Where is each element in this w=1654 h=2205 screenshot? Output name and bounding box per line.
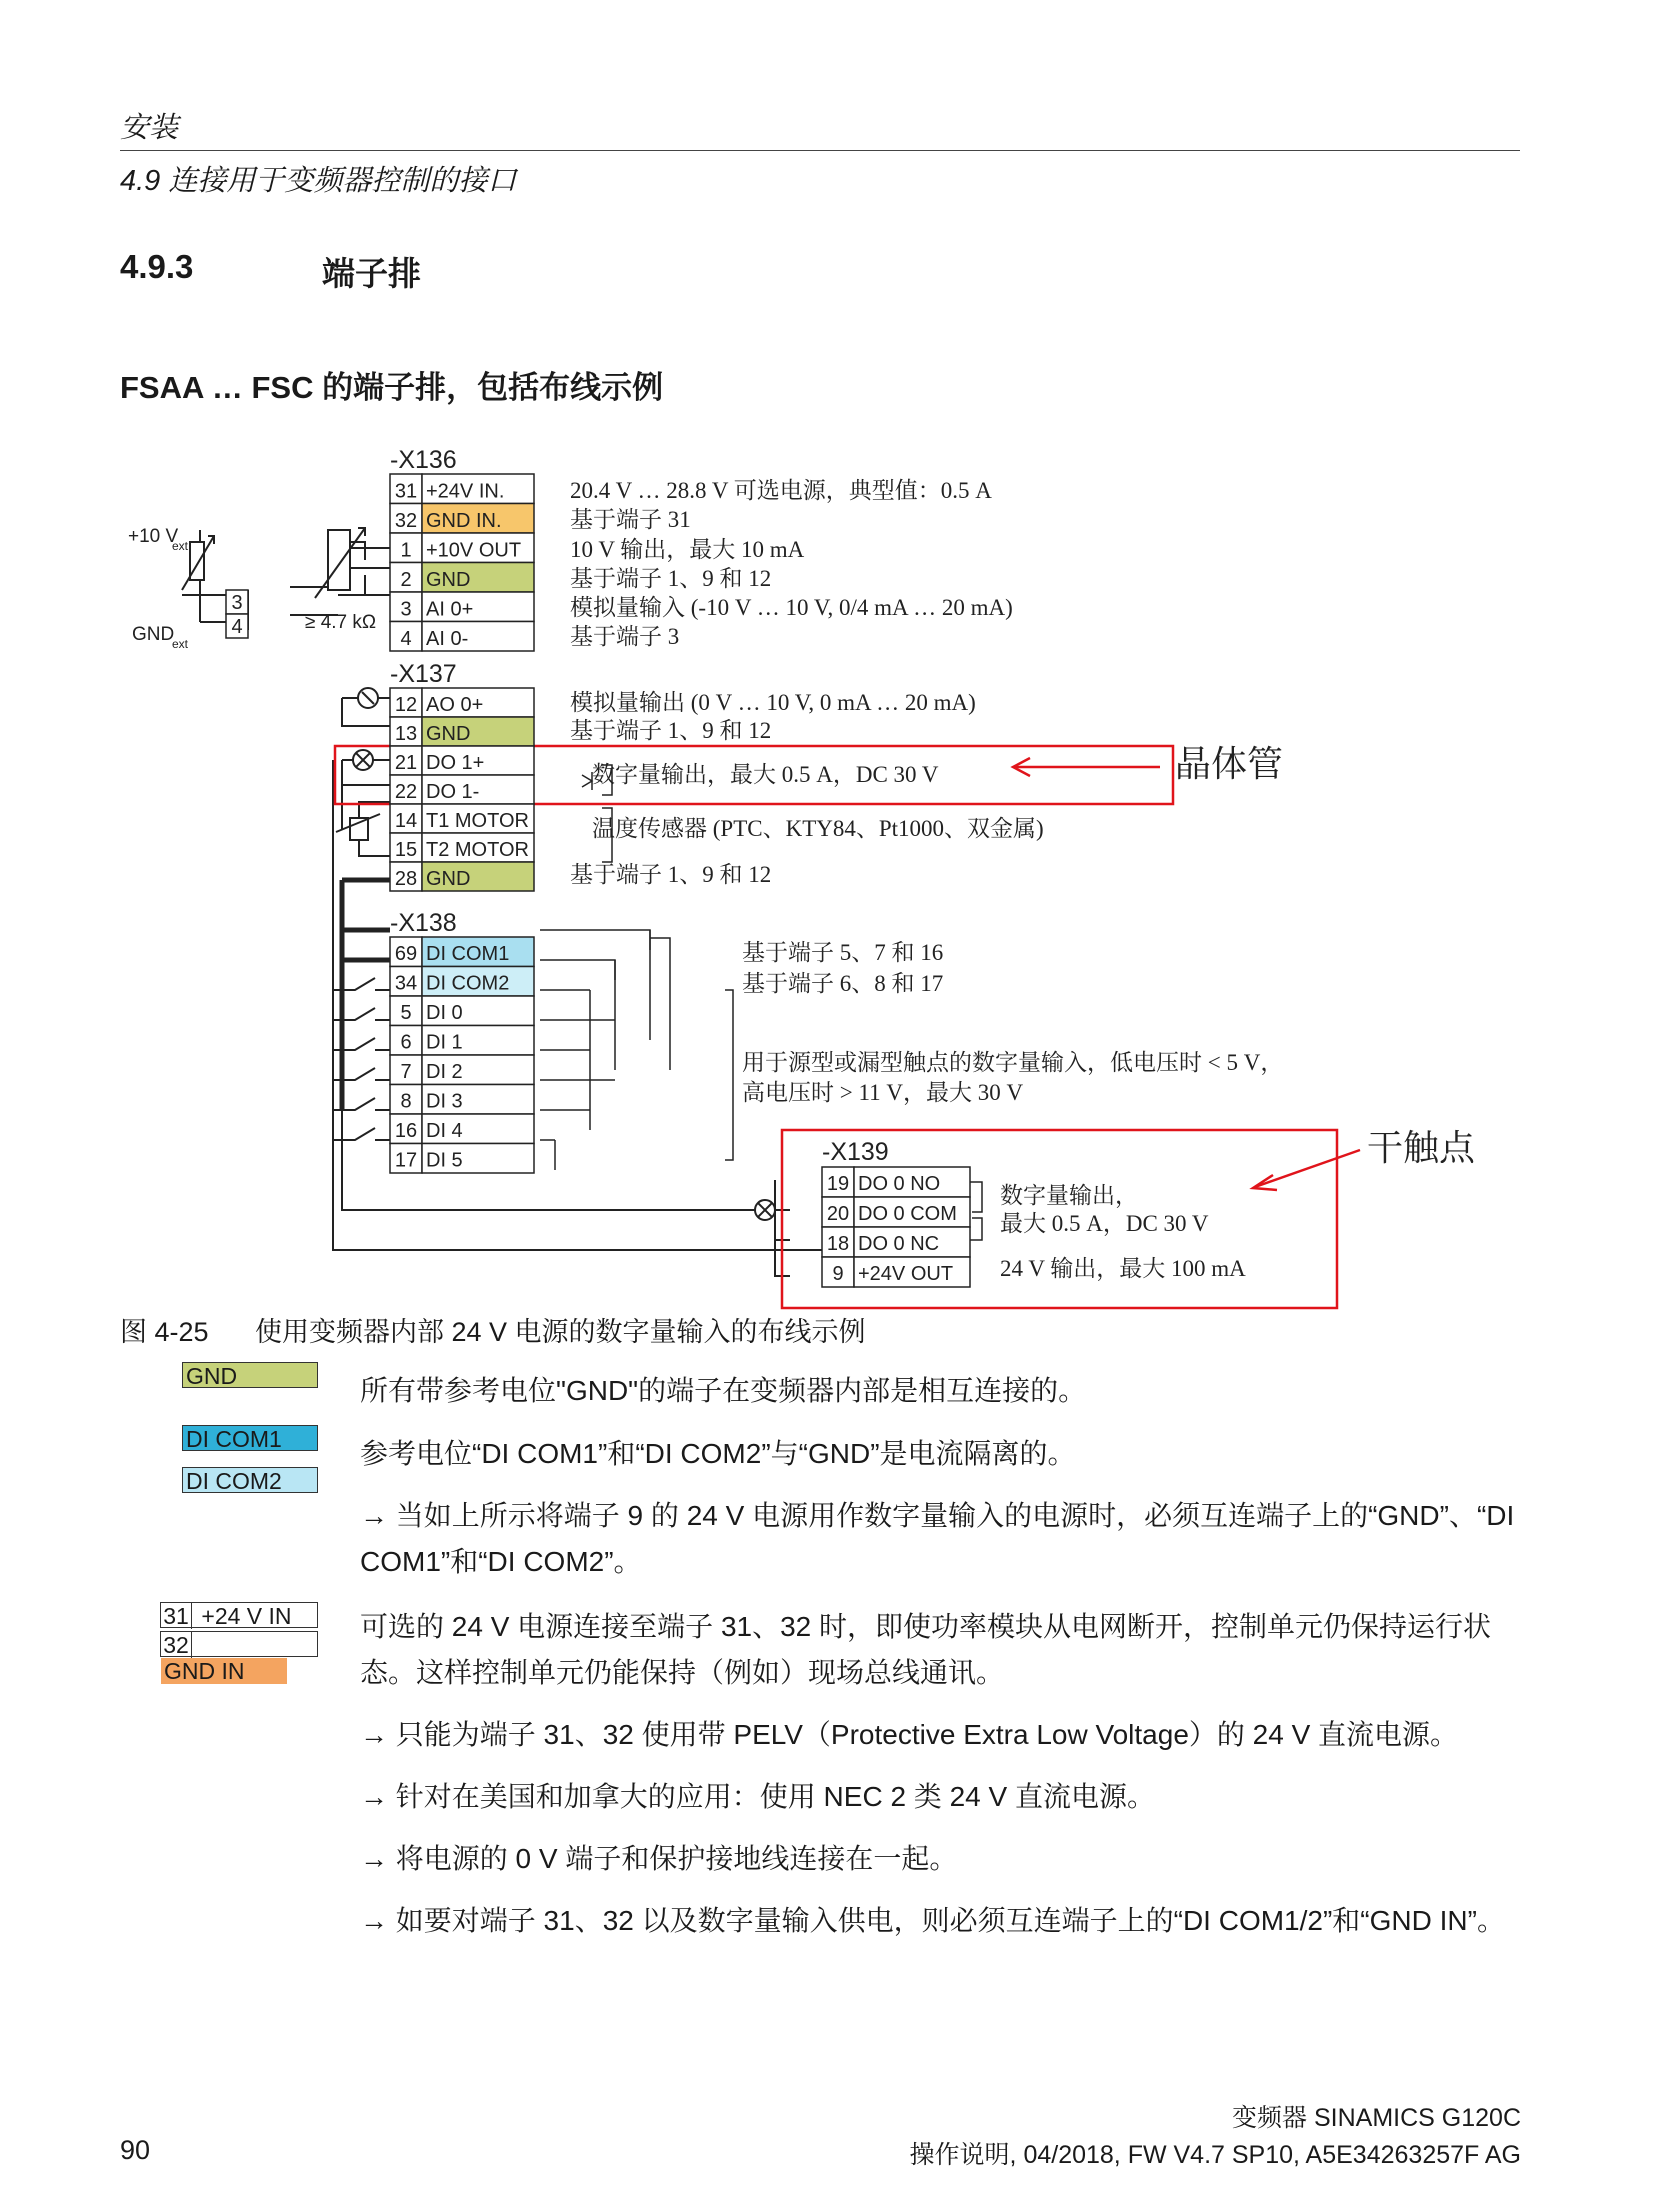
x136-terminal-num: 2 [400,569,412,591]
para-nec: → 针对在美国和加拿大的应用：使用 NEC 2 类 24 V 直流电源。 [360,1781,1155,1812]
x138-desc-com2: 基于端子 6、8 和 17 [742,971,944,996]
int-pot-body [328,530,350,590]
annotation-dry-contact: 干触点 [1367,1128,1476,1168]
x136-terminal-label: +24V IN. [426,480,505,503]
x137-terminal-num: 28 [394,868,418,890]
para-pelv: → 只能为端子 31、32 使用带 PELV（Protective Extra Low Voltage）的 24 V 直流电源。 [360,1719,1459,1750]
optocouplers [540,930,670,1170]
x139-terminal-num: 18 [826,1233,850,1255]
legend-t32-num: 32 [161,1632,192,1658]
x136-terminal-num: 3 [400,598,412,621]
footer-product: 变频器 SINAMICS G120C [1232,2104,1521,2132]
x139-terminal-num: 20 [826,1203,850,1225]
int-pot-taps [350,548,390,568]
di-bracket [725,990,733,1160]
chapter-header: 安装 [120,112,179,144]
ext-pot-gnd-label: GND [132,624,175,645]
figure-caption: 使用变频器内部 24 V 电源的数字量输入的布线示例 [255,1317,866,1347]
int-pot-label: ≥ 4.7 kΩ [305,612,377,633]
ext-pot-t3: 3 [231,592,243,614]
para-dicom: 参考电位“DI COM1”和“DI COM2”与“GND”是电流隔离的。 [360,1438,1076,1469]
subheading: FSAA … FSC 的端子排，包括布线示例 [120,370,664,405]
x136-desc: 基于端子 3 [570,624,680,649]
ext-pot-terminals [290,587,338,615]
x136-terminal-label: AI 0+ [426,598,474,621]
annotation-transistor: 晶体管 [1175,744,1284,784]
x137-terminal-num: 15 [394,839,418,861]
x137-terminal-label: DO 1+ [426,752,485,774]
x138-terminal-label: DI 0 [426,1002,463,1024]
legend-dicom2-chip [182,1467,318,1493]
x139-link [770,1180,790,1276]
legend-dicom1-label: DI COM1 [186,1426,282,1452]
legend-t32-chip [160,1631,318,1684]
x138-terminal-label: DI COM2 [426,972,510,995]
page-number: 90 [120,2135,151,2165]
legend-gnd-chip [182,1362,318,1388]
x139-terminal-label: DO 0 NC [858,1233,940,1255]
x138-terminal-num: 7 [400,1061,412,1083]
x136-desc: 基于端子 31 [570,507,691,532]
legend-gnd-label: GND [186,1363,238,1389]
x137-terminal-num: 21 [394,752,418,774]
x137-title: -X137 [390,660,457,688]
x137-terminal-label: GND [426,868,471,890]
para-supply: 可选的 24 V 电源连接至端子 31、32 时，即使功率模块从电网断开，控制单元仍保持运行状态。这样控制单元仍能保持（例如）现场总线通讯。 [360,1611,1492,1688]
x138-terminal-num: 5 [400,1002,412,1024]
ext-pot-v10-label: +10 V [128,526,179,547]
x137-terminal-label: AO 0+ [426,694,484,716]
x138-terminal-num: 8 [400,1090,412,1113]
wiring-diagram [110,430,1476,1310]
x138-desc-com1: 基于端子 5、7 和 16 [742,940,944,965]
x138-terminal-label: DI 3 [426,1090,463,1113]
x138-title: -X138 [390,909,457,937]
x138-terminal-label: DI COM1 [426,943,510,965]
x139-terminal-label: +24V OUT [858,1263,954,1285]
ext-pot-v10-sub: ext [172,539,189,553]
x139-title: -X139 [822,1138,889,1166]
x136-terminal-num: 32 [394,510,418,532]
x137-desc-temp: 温度传感器 (PTC、KTY84、Pt1000、双金属) [592,816,1044,841]
x139-terminal-num: 9 [832,1263,844,1285]
x137-terminal-num: 14 [394,810,418,832]
do1-transistor [582,772,592,790]
x138-desc-di-1: 用于源型或漏型触点的数字量输入，低电压时 < 5 V， [742,1050,1284,1075]
x136-terminal-num: 4 [400,628,412,650]
ext-pot-t4: 4 [231,616,243,638]
x137-terminal-label: DO 1- [426,781,480,803]
x136-terminal-label: AI 0- [426,628,469,650]
x137-terminal-label: T2 MOTOR [426,839,529,861]
x137-desc-gnd: 基于端子 1、9 和 12 [570,718,772,743]
legend-dicom1-chip [182,1425,318,1451]
x136-title: -X136 [390,446,457,474]
x138-terminal-label: DI 1 [426,1031,463,1054]
legend-t32-label: GND IN [161,1658,287,1684]
x137-terminal-label: T1 MOTOR [426,810,529,832]
x138-terminal-label: DI 2 [426,1061,463,1083]
x136-terminal-label: GND IN. [426,510,502,532]
x138-terminal-num: 16 [394,1120,418,1142]
legend-t31-num: 31 [161,1603,192,1629]
x136-terminal-num: 1 [400,539,412,562]
x136-desc: 20.4 V … 28.8 V 可选电源，典型值：0.5 A [570,478,992,503]
section-number: 4.9.3 [120,248,194,285]
x138-terminal-label: DI 5 [426,1149,463,1172]
figure-label: 图 4-25 [120,1317,209,1347]
x139-desc-do-2: 最大 0.5 A，DC 30 V [1000,1211,1209,1236]
x136-terminal-num: 31 [394,480,418,503]
x138-terminal-num: 6 [400,1031,412,1054]
x138-desc-di-2: 高电压时 > 11 V，最大 30 V [742,1080,1024,1105]
x136-desc: 模拟量输入 (-10 V … 10 V, 0/4 mA … 20 mA) [570,595,1013,620]
x136-terminal-label: GND [426,569,471,591]
relay-contact [970,1182,982,1240]
x138-terminal-num: 17 [394,1149,418,1172]
x139-terminal-label: DO 0 COM [858,1203,957,1225]
x139-terminal-num: 19 [826,1173,850,1195]
x136-desc: 基于端子 1、9 和 12 [570,566,772,591]
legend-t31-label: +24 V IN [201,1603,292,1629]
header-divider [120,150,1520,151]
gnd-bus [342,880,390,1110]
x137-terminal-num: 12 [394,694,418,716]
x138-terminal-num: 34 [394,972,418,995]
x139-terminal-label: DO 0 NO [858,1173,941,1195]
section-title: 端子排 [322,255,421,292]
x137-desc-ao: 模拟量输出 (0 V … 10 V, 0 mA … 20 mA) [570,690,976,715]
callout-dry-contact-line [1255,1150,1360,1187]
legend-dicom2-label: DI COM2 [186,1468,282,1494]
x137-terminal-num: 22 [394,781,418,803]
motor-sensor [350,818,368,840]
para-ground: → 将电源的 0 V 端子和保护接地线连接在一起。 [360,1843,958,1874]
para-dicom12: → 如要对端子 31、32 以及数字量输入供电，则必须互连端子上的“DI COM1/2”和“GND IN”。 [360,1905,1505,1936]
x137-terminal-label: GND [426,723,471,745]
para-gnd: 所有带参考电位"GND"的端子在变频器内部是相互连接的。 [360,1375,1087,1406]
x137-terminal-num: 13 [394,723,418,745]
x137-desc-do: 数字量输出，最大 0.5 A，DC 30 V [592,762,939,787]
x139-desc-24v: 24 V 输出，最大 100 mA [1000,1256,1246,1281]
x136-desc: 10 V 输出，最大 10 mA [570,537,805,562]
ext-pot-gnd-sub: ext [172,637,189,651]
x137-desc-gnd2: 基于端子 1、9 和 12 [570,862,772,887]
x136-terminal-label: +10V OUT [426,539,522,562]
para-dicom-note: → 当如上所示将端子 9 的 24 V 电源用作数字量输入的电源时，必须互连端子上的“GND”、“DI COM1”和“DI COM2”。 [360,1500,1515,1577]
footer-doc: 操作说明, 04/2018, FW V4.7 SP10, A5E34263257F AG [909,2141,1521,2169]
legend-t31-chip [160,1602,318,1628]
section-header: 4.9 连接用于变频器控制的接口 [120,165,517,197]
x138-terminal-num: 69 [394,943,418,965]
x138-terminal-label: DI 4 [426,1120,463,1142]
x139-desc-do-1: 数字量输出， [1000,1183,1138,1208]
